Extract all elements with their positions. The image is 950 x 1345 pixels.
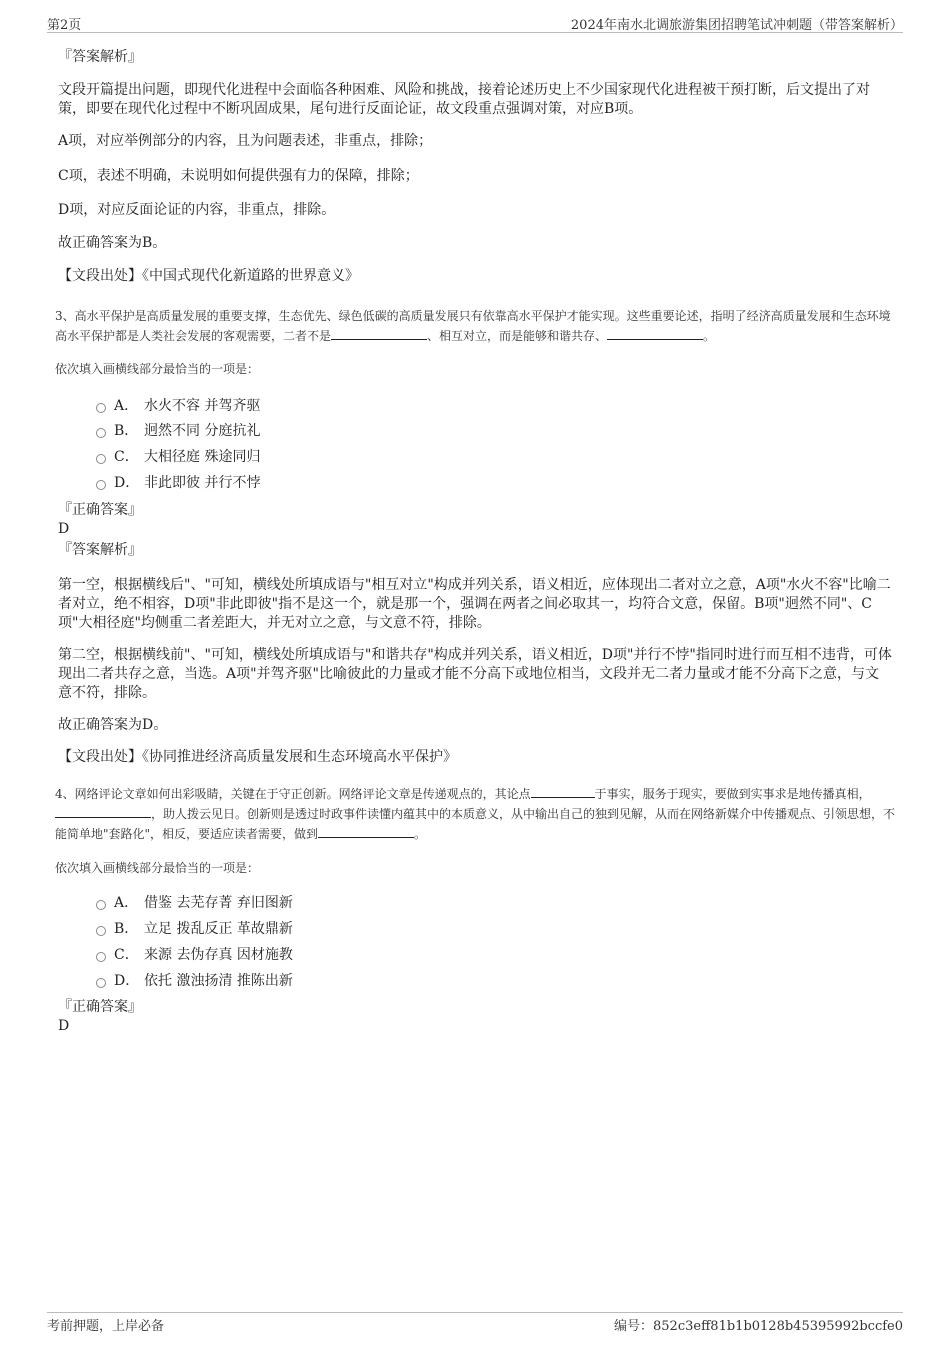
q3-analysis-label: 『答案解析』: [58, 542, 142, 558]
radio-icon[interactable]: [96, 428, 106, 438]
q3-stem-part-1: 3、高水平保护是高质量发展的重要支撑，生态优先、绿色低碳的高质量发展只有依靠高水平保护才能实现。这些重要论述，指明了经济高质量发展和生态环境高水平保护都是人类社会发展的客观需要，二者不是: [55, 309, 891, 343]
option-text: 依托 激浊扬清 推陈出新: [144, 973, 293, 989]
q3-stem-part-3: 。: [703, 329, 716, 343]
q4-option-c[interactable]: [96, 945, 293, 965]
q4-option-d[interactable]: [96, 971, 293, 991]
option-text: 立足 拨乱反正 革故鼎新: [144, 921, 293, 937]
prev-analysis-para-1: 文段开篇提出问题，即现代化进程中会面临各种困难、风险和挑战，接着论述历史上不少国家现代化进程被干预打断，后文提出了对策，即要在现代化过程中不断巩固成果，尾句进行反面论证，故文段重点强调对策，对应B项。: [58, 82, 870, 117]
q3-stem-part-2: 、相互对立，而是能够和谐共存、: [427, 329, 608, 343]
q4-stem: [55, 784, 895, 844]
q3-analysis-para-1: 第一空，根据横线后"、"可知，横线处所填成语与"相互对立"构成并列关系，语义相近，应体现出二者对立之意，A项"水火不容"比喻二者对立，绝不相容，D项"非此即彼"指不是这一个，就是那一个，强调在两者之间必取其一，均符合文意，保留。B项"迥然不同"、C项"大相径庭"均侧重二者差距大，并无对立之意，与文意不符，排除。: [58, 577, 891, 631]
prev-source: 【文段出处】《中国式现代化新道路的世界意义》: [58, 268, 359, 284]
option-text: 水火不容 并驾齐驱: [144, 398, 261, 414]
q3-answer-label: 『正确答案』: [58, 502, 142, 518]
page-header: [47, 14, 903, 33]
radio-icon[interactable]: [96, 978, 106, 988]
q3-blank-2: [607, 327, 703, 340]
q3-stem: [55, 306, 895, 346]
option-key: C．: [114, 449, 139, 465]
option-key: C．: [114, 947, 139, 963]
option-text: 来源 去伪存真 因材施教: [144, 947, 293, 963]
document-title: 2024年南水北调旅游集团招聘笔试冲刺题（带答案解析）: [570, 18, 903, 33]
page-number: 第2页: [47, 18, 82, 33]
q4-stem-part-1: 4、网络评论文章如何出彩吸睛，关键在于守正创新。网络评论文章是传递观点的，其论点: [55, 787, 531, 801]
prev-analysis-label: 『答案解析』: [58, 49, 142, 65]
radio-icon[interactable]: [96, 403, 106, 413]
q3-conclusion: 故正确答案为D。: [58, 717, 168, 733]
radio-icon[interactable]: [96, 926, 106, 936]
q4-blank-1: [531, 785, 595, 798]
q3-answer: D: [58, 521, 70, 537]
document-id: 编号：852c3eff81b1b0128b45395992bccfe0: [614, 1319, 903, 1334]
q4-option-b[interactable]: [96, 919, 293, 939]
option-key: D．: [114, 475, 140, 491]
prev-analysis-para-3: C项，表述不明确，未说明如何提供强有力的保障，排除；: [58, 168, 419, 184]
option-text: 借鉴 去芜存菁 弃旧图新: [144, 895, 293, 911]
footer-slogan: 考前押题，上岸必备: [47, 1319, 165, 1334]
option-key: B．: [114, 921, 139, 937]
radio-icon[interactable]: [96, 454, 106, 464]
q3-option-b[interactable]: [96, 421, 260, 441]
radio-icon[interactable]: [96, 900, 106, 910]
prev-analysis-para-4: D项，对应反面论证的内容，非重点，排除。: [58, 202, 336, 218]
q4-stem-part-4: 。: [414, 827, 427, 841]
option-key: A．: [114, 398, 139, 414]
q3-source: 【文段出处】《协同推进经济高质量发展和生态环境高水平保护》: [58, 749, 457, 765]
option-key: A．: [114, 895, 139, 911]
radio-icon[interactable]: [96, 952, 106, 962]
q3-option-c[interactable]: [96, 447, 260, 467]
q3-prompt: 依次填入画横线部分最恰当的一项是：: [55, 362, 260, 376]
q4-answer: D: [58, 1018, 70, 1034]
q4-prompt: 依次填入画横线部分最恰当的一项是：: [55, 861, 260, 875]
q4-stem-part-3: ，助人拨云见日。创新则是透过时政事件读懂内蕴其中的本质意义，从中输出自己的独到见解，从而在网络新媒介中传播观点、引领思想，不能简单地"套路化"，相反，要适应读者需要，做到: [55, 807, 896, 841]
prev-analysis-para-2: A项，对应举例部分的内容，且为问题表述，非重点，排除；: [58, 133, 433, 149]
radio-icon[interactable]: [96, 480, 106, 490]
option-key: B．: [114, 423, 139, 439]
q3-blank-1: [331, 327, 427, 340]
q4-blank-2: [55, 805, 151, 818]
option-key: D．: [114, 973, 140, 989]
page-footer: [47, 1312, 903, 1334]
q3-option-a[interactable]: [96, 396, 260, 416]
option-text: 大相径庭 殊途同归: [144, 449, 261, 465]
q4-answer-label: 『正确答案』: [58, 999, 142, 1015]
q3-option-d[interactable]: [96, 473, 260, 493]
q4-blank-3: [318, 825, 414, 838]
q4-option-a[interactable]: [96, 893, 293, 913]
prev-conclusion: 故正确答案为B。: [58, 235, 167, 251]
q3-analysis-para-2: 第二空，根据横线前"、"可知，横线处所填成语与"和谐共存"构成并列关系，语义相近，D项"并行不悖"指同时进行而互相不违背，可体现出二者共存之意，当选。A项"并驾齐驱"比喻彼此的力量或才能不分高下或地位相当，文段并无二者力量或才能不分高下之意，与文意不符，排除。: [58, 647, 892, 701]
q4-stem-part-2: 于事实，服务于现实，要做到实事求是地传播真相，: [594, 787, 871, 801]
option-text: 迥然不同 分庭抗礼: [144, 423, 261, 439]
option-text: 非此即彼 并行不悖: [144, 475, 261, 491]
